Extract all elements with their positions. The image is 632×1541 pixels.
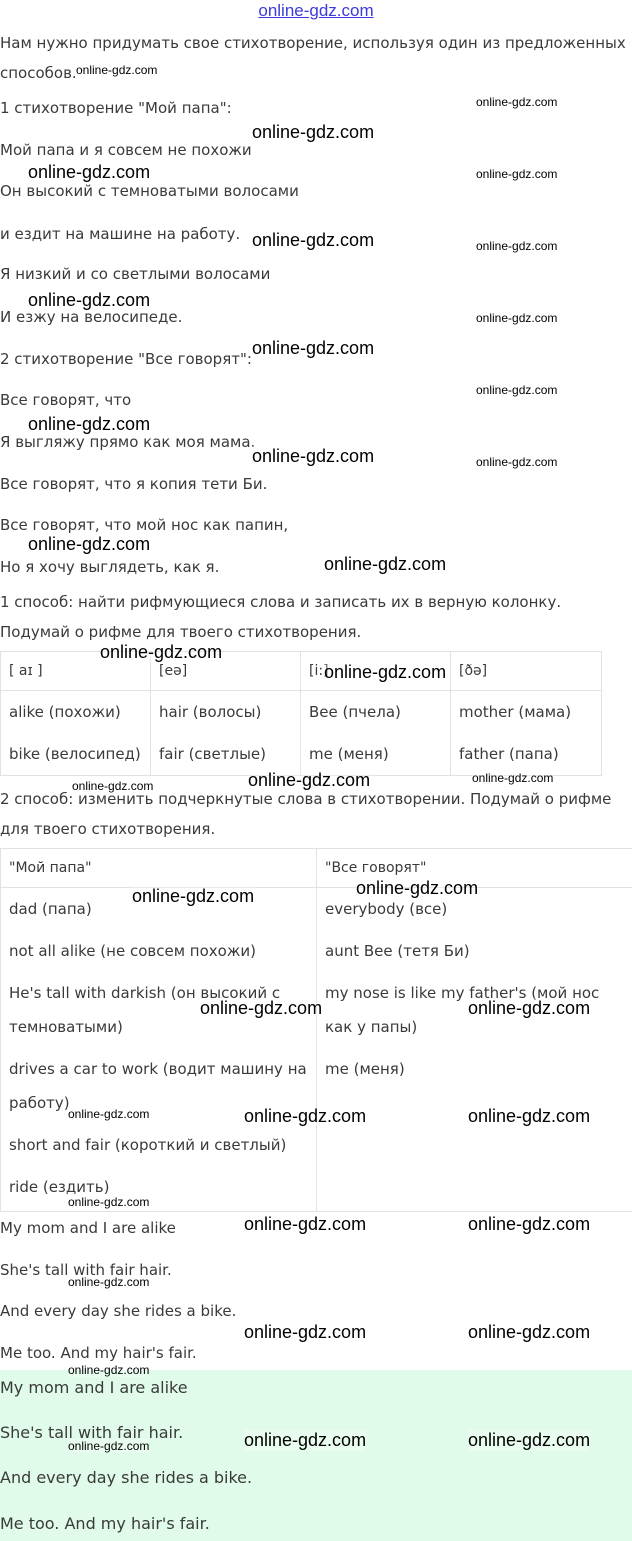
watermark: online-gdz.com <box>248 770 371 790</box>
rhyme-table <box>0 651 602 776</box>
watermark: online-gdz.com <box>244 1430 367 1450</box>
table-header-cell: [eə] <box>151 652 301 691</box>
method1-text: 1 способ: найти рифмующиеся слова и записать их в верную колонку. Подумай о рифме для твоего стихотворения. <box>0 593 562 641</box>
watermark: online-gdz.com <box>476 455 558 469</box>
table-header-row <box>1 652 602 691</box>
table-cell: mother (мама) father (папа) <box>451 691 602 776</box>
watermark: online-gdz.com <box>468 1106 591 1126</box>
watermark: online-gdz.com <box>68 1195 150 1209</box>
watermark: online-gdz.com <box>68 1107 150 1121</box>
table-cell: dad (папа) not all alike (не совсем похожи) He's tall with darkish (он высокий с темноватыми) drives a car to work (водит машину на работу) short and fair (короткий и светлый) ride (ездить) <box>1 888 317 1212</box>
watermark: online-gdz.com <box>244 1214 367 1234</box>
watermark: online-gdz.com <box>252 230 375 250</box>
answer-highlight-line: And every day she rides a bike. <box>0 1468 253 1487</box>
watermark: online-gdz.com <box>68 1363 150 1377</box>
watermark: online-gdz.com <box>244 1106 367 1126</box>
watermark: online-gdz.com <box>468 1430 591 1450</box>
table-header-cell: [ðə] <box>451 652 602 691</box>
table-cell: alike (похожи) bike (велосипед) <box>1 691 151 776</box>
watermark: online-gdz.com <box>356 878 479 898</box>
site-link[interactable]: online-gdz.com <box>258 1 374 20</box>
watermark: online-gdz.com <box>252 338 375 358</box>
table-row <box>1 888 632 1212</box>
watermark: online-gdz.com <box>252 122 375 142</box>
watermark: online-gdz.com <box>468 1214 591 1234</box>
poem2-line: Все говорят, что <box>0 391 132 409</box>
table-header-row <box>1 849 632 888</box>
watermark: online-gdz.com <box>476 239 558 253</box>
watermark: online-gdz.com <box>476 383 558 397</box>
watermark: online-gdz.com <box>472 771 554 785</box>
table-row <box>1 691 602 776</box>
watermark: online-gdz.com <box>324 554 447 574</box>
watermark: online-gdz.com <box>28 414 151 434</box>
poem2-line: Все говорят, что мой нос как папин, <box>0 516 289 534</box>
poem1-line: Он высокий с темноватыми волосами <box>0 182 299 200</box>
watermark: online-gdz.com <box>476 95 558 109</box>
poem2-line: Все говорят, что я копия тети Би. <box>0 475 268 493</box>
replace-words-table <box>0 848 632 1212</box>
watermark: online-gdz.com <box>476 167 558 181</box>
table-header-cell: "Мой папа" <box>1 849 317 888</box>
answer-highlight-line: She's tall with fair hair. <box>0 1423 184 1442</box>
watermark: online-gdz.com <box>252 446 375 466</box>
method2-text: 2 способ: изменить подчеркнутые слова в стихотворении. Подумай о рифме для твоего стихотворения. <box>0 790 612 838</box>
watermark: online-gdz.com <box>324 662 447 682</box>
table-cell: everybody (все) aunt Bee (тетя Би) my nose is like my father's (мой нос как у папы) me (меня) <box>317 888 632 1212</box>
poem1-title: 1 стихотворение "Мой папа": <box>0 99 232 117</box>
watermark: online-gdz.com <box>132 886 255 906</box>
table-header-cell: [i:] <box>301 652 451 691</box>
watermark: online-gdz.com <box>468 998 591 1018</box>
watermark: online-gdz.com <box>68 1439 150 1453</box>
poem2-title: 2 стихотворение "Все говорят": <box>0 350 252 368</box>
answer-highlight-block <box>0 1370 632 1541</box>
watermark: online-gdz.com <box>476 311 558 325</box>
poem1-line: И езжу на велосипеде. <box>0 308 183 326</box>
poem1-line: Я низкий и со светлыми волосами <box>0 265 271 283</box>
table-header-cell: [ aɪ ] <box>1 652 151 691</box>
watermark: online-gdz.com <box>200 998 323 1018</box>
intro-text: Нам нужно придумать свое стихотворение, используя один из предложенных способов. <box>0 34 626 82</box>
watermark: online-gdz.com <box>100 642 223 662</box>
watermark: online-gdz.com <box>468 1322 591 1342</box>
poem2-line: Я выгляжу прямо как моя мама. <box>0 433 256 451</box>
table-cell: hair (волосы) fair (светлые) <box>151 691 301 776</box>
watermark: online-gdz.com <box>68 1275 150 1289</box>
watermark: online-gdz.com <box>28 534 151 554</box>
answer-line: And every day she rides a bike. <box>0 1302 237 1320</box>
poem1-line: и ездит на машине на работу. <box>0 225 241 243</box>
table-cell: Bee (пчела) me (меня) <box>301 691 451 776</box>
poem2-line: Но я хочу выглядеть, как я. <box>0 558 220 576</box>
poem1-line: Мой папа и я совсем не похожи <box>0 141 252 159</box>
table-header-cell: "Все говорят" <box>317 849 632 888</box>
answer-line: She's tall with fair hair. <box>0 1261 172 1279</box>
watermark: online-gdz.com <box>72 779 154 793</box>
watermark: online-gdz.com <box>244 1322 367 1342</box>
answer-highlight-line: My mom and I are alike <box>0 1378 188 1397</box>
answer-highlight-line: Me too. And my hair's fair. <box>0 1514 210 1533</box>
answer-line: My mom and I are alike <box>0 1219 176 1237</box>
watermark: online-gdz.com <box>28 290 151 310</box>
answer-line: Me too. And my hair's fair. <box>0 1344 197 1362</box>
watermark: online-gdz.com <box>28 162 151 182</box>
watermark: online-gdz.com <box>76 63 158 77</box>
